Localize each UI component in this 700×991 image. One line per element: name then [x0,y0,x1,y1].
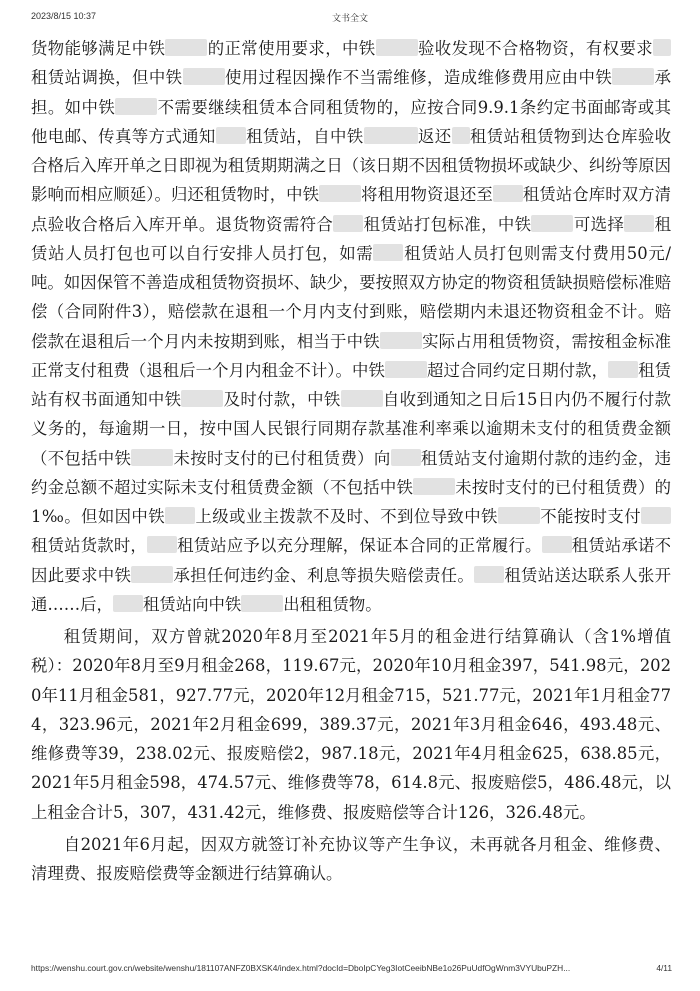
redaction-box [147,536,177,553]
redaction-box [165,39,207,56]
page-footer [0,963,700,977]
text-span: 上级或业主拨款不及时、不到位导致中铁 [195,507,498,526]
redaction-box [319,185,361,202]
text-span: 可选择 [573,214,625,234]
redaction-box [413,478,455,495]
redaction-box [115,98,157,115]
text-span: 租赁站打包标准，中铁 [363,214,532,234]
redaction-box [113,595,143,612]
text-span: 不需要继续租赁本合同租赁物的，应按合同9.9.1条约定书面邮寄或其他电邮、传真等方式通知 [31,97,671,146]
text-span: 使用过程因操作不当需维修，造成维修费用应由中铁 [224,68,613,88]
redaction-box [376,39,418,56]
redaction-box [493,185,523,202]
page-header [0,11,700,25]
redaction-box [608,361,638,378]
redaction-box [474,566,504,583]
text-span: 租赁站应予以充分理解，保证本合同的正常履行。 [176,536,542,556]
text-span: 自收到通知之日后15日内仍不履行付款义务的，每逾期一日，按中国人民银行同期存款基准利率乘以逾期未支付的租赁费金额（不包括中铁 [31,390,672,468]
text-span: 租赁站调换，但中铁 [31,68,183,88]
text-span: 租赁站仓库时双方清点验收合格后入库开单。退货物资需符合 [31,185,672,234]
redaction-box [181,390,223,407]
text-span: 承担。如中铁 [31,68,672,117]
paragraph-contract-terms [31,34,671,619]
redaction-box [542,536,572,553]
redaction-box [380,332,422,349]
redaction-box [131,449,173,466]
paragraph-rent-settlement: 租赁期间，双方曾就2020年8月至2021年5月的租金进行结算确认（含1%增值税）：2020年8月至9月租金268，119.67元，2020年10月租金397，541.98元，2020年11月租金581，927.77元，2020年12月租金715，521.77元，2021年1月租金774，323.96元，2021年2月租金699，389.37元，2021年3月租金646，493.48元、维修费等39，238.02元、报废赔偿2，987.18元，2021年4月租金625，638.85元，2021年5月租金598，474.57元、维修费等78，614.8元、报废赔偿5，486.48元，以上租金合计5，307，431.42元，维修费、报废赔偿等合计126，326.48元。 [31,627,671,822]
redaction-box [165,507,195,524]
text-span: 未按时支付的已付租赁费）向 [173,448,391,468]
redaction-box [531,215,573,232]
redaction-box [216,127,246,144]
source-url: https://wenshu.court.gov.cn/website/wenshu/181107ANFZ0BXSK4/index.html?docId=DboIpCYeg3IotCeeibNBe1o26PuUdfOgWnm3VYUbuPZH... [31,963,571,973]
text-span: 超过合同约定日期付款， [426,360,609,380]
redaction-box [452,127,470,144]
text-span: 验收发现不合格物资，有权要求 [417,39,654,58]
text-span: 承担任何违约金、利息等损失赔偿责任。 [173,565,475,585]
redaction-box [241,595,283,612]
text-span: 出租租赁物。 [283,594,382,614]
redaction-box [373,244,403,261]
text-span: 租赁站送达联系人张开通……后， [31,565,672,614]
text-span: 将租用物资退还至 [361,185,493,205]
redaction-box [183,68,225,85]
print-datetime: 2023/8/15 10:37 [31,11,97,21]
paragraph-dispute: 自2021年6月起，因双方就签订补充协议等产生争议，未再就各月租金、维修费、清理费、报废赔偿费等金额进行结算确认。 [31,834,671,883]
text-span: 未按时支付的已付租赁费）的1‰。但如因中铁 [31,477,672,526]
redaction-box [391,449,421,466]
redaction-box [624,215,654,232]
redaction-box [131,566,173,583]
redaction-box [653,39,671,56]
text-span: 租赁站人员打包也可以自行安排人员打包，如需 [31,214,672,263]
text-span: 租赁站有权书面通知中铁 [31,360,671,409]
text-span: 返还 [417,126,452,146]
page-number: 4/11 [656,963,672,973]
redaction-box [333,215,363,232]
text-span: 的正常使用要求，中铁 [207,39,376,58]
text-span: 实际占用租赁物资，需按租金标准正常支付租费（退租后一个月内租金不计）。中铁 [31,331,672,380]
redaction-box [498,507,540,524]
text-span: 租赁站，自中铁 [245,126,364,146]
redaction-box [341,390,383,407]
redaction-box [641,507,671,524]
redaction-box [364,127,418,144]
text-span: 不能按时支付 [539,507,642,526]
page-title: 文书全文 [331,13,368,23]
text-span: 租赁站货款时， [31,536,147,556]
text-span: 租赁站承诺不因此要求中铁 [31,536,672,585]
text-span: 租赁站租赁物到达仓库验收合格后入库开单之日即视为租赁期期满之日（该日期不因租赁物损坏或缺少、纠纷等原因影响而相应顺延）。归还租赁物时，中铁 [31,126,672,205]
document-body [31,34,671,888]
text-span: 租赁站向中铁 [142,594,242,614]
text-span: 租赁站支付逾期付款的违约金，违约金总额不超过实际未支付租赁费金额（不包括中铁 [31,448,672,497]
text-span: 租赁站人员打包则需支付费用50元/吨。如因保管不善造成租赁物资损坏、缺少，要按照双方协定的物资租赁缺损赔偿标准赔偿（合同附件3），赔偿款在退租一个月内支付到账，赔偿期内未退还物资租金不计。赔偿款在退租后一个月内未按期到账，相当于中铁 [31,243,672,351]
redaction-box [385,361,427,378]
redaction-box [612,68,654,85]
text-span: 货物能够满足中铁 [31,39,166,58]
text-span: 及时付款，中铁 [223,390,341,409]
